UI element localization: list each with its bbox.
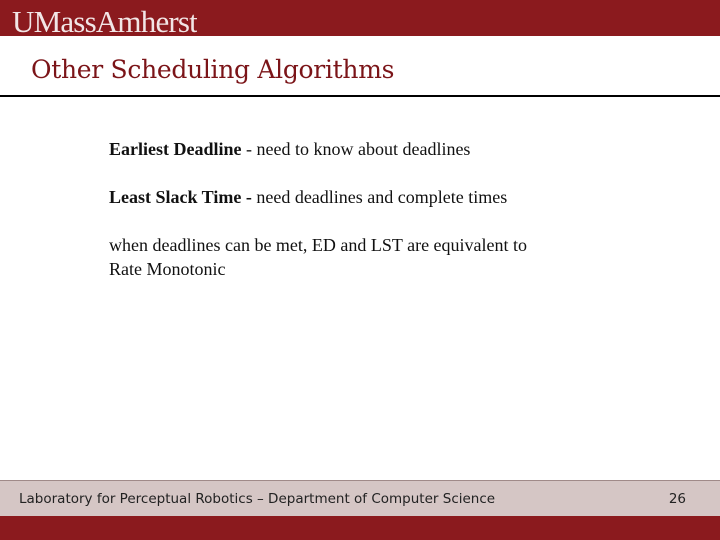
- note-line-1: when deadlines can be met, ED and LST are equivalent to: [109, 235, 528, 255]
- bullet-earliest-deadline: [109, 137, 470, 161]
- bullet-label: Earliest Deadline: [109, 139, 242, 159]
- equivalence-note: [109, 233, 609, 281]
- slide-footer: [0, 480, 720, 517]
- bullet-text: - need to know about deadlines: [241, 139, 471, 159]
- note-line-2: Rate Monotonic: [109, 259, 226, 279]
- bullet-text: need deadlines and complete times: [251, 187, 508, 207]
- bullet-label: Least Slack Time -: [109, 187, 252, 207]
- page-number: 26: [668, 491, 686, 507]
- bottom-brand-band: [0, 516, 720, 540]
- title-divider: [0, 95, 720, 97]
- slide-title: Other Scheduling Algorithms: [31, 55, 395, 84]
- umass-amherst-logo: UMassAmherst: [12, 4, 197, 39]
- bullet-least-slack-time: [109, 185, 507, 209]
- footer-lab-name: Laboratory for Perceptual Robotics – Department of Computer Science: [19, 491, 496, 507]
